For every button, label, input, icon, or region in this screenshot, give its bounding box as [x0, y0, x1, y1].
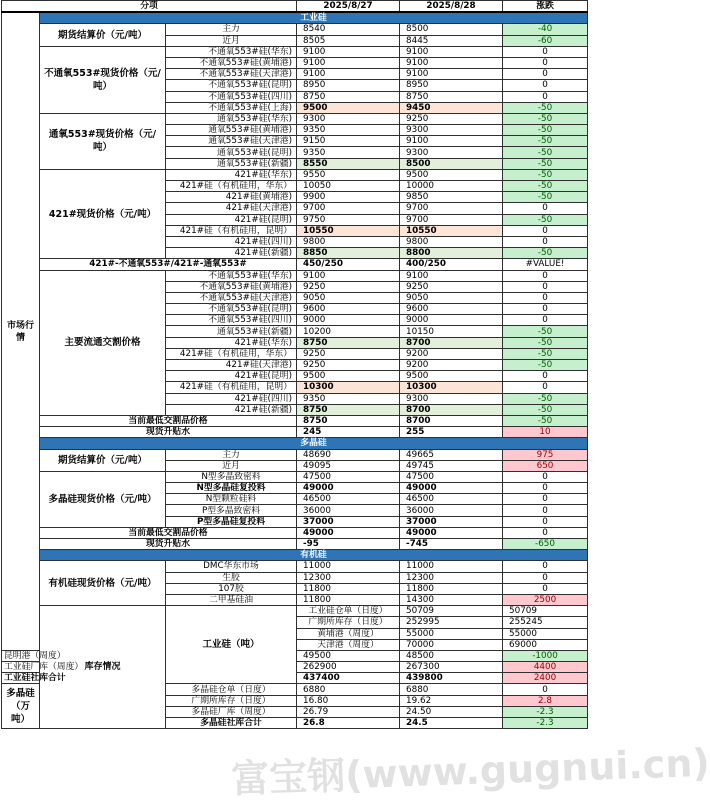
value-change: 2.8 — [503, 695, 588, 706]
value-change: -50 — [503, 214, 588, 225]
item-name: 421#硅(昆明) — [166, 371, 297, 382]
value-d2: 9100 — [400, 69, 503, 80]
value-change: #VALUE! — [503, 259, 588, 270]
cheapest-label: 当前最低交割品价格 — [40, 527, 297, 538]
value-d1: 8550 — [297, 158, 400, 169]
value-change: -50 — [503, 393, 588, 404]
item-name: 不通氧553#硅(天津港) — [166, 292, 297, 303]
value-d2: 8750 — [400, 91, 503, 102]
value-change: 0 — [503, 684, 588, 695]
value-d1: 9800 — [297, 236, 400, 247]
value-change: -50 — [503, 102, 588, 113]
item-name: 421#硅（有机硅用，昆明） — [166, 382, 297, 393]
value-d2: 50709 — [503, 606, 588, 617]
item-name: 近月 — [166, 460, 297, 471]
value-d2: 9700 — [400, 214, 503, 225]
group-poly-spot: 多晶硅现货价格（元/吨） — [40, 471, 166, 527]
value-change: 0 — [503, 270, 588, 281]
item-name: 天津港（周度） — [297, 639, 400, 650]
value-d2: 9600 — [400, 304, 503, 315]
item-name: 昆明港（周度） — [2, 650, 40, 661]
value-d2: 8445 — [400, 35, 503, 46]
item-name: 不通氧553#硅(四川) — [166, 315, 297, 326]
item-name: 不通氧553#硅(昆明) — [166, 80, 297, 91]
value-change: 0 — [503, 80, 588, 91]
item-name: 不通氧553#硅(黄埔港) — [166, 281, 297, 292]
value-d1: 9250 — [297, 348, 400, 359]
item-name: 工业硅厂库（周度） — [2, 662, 40, 673]
value-change: 0 — [503, 561, 588, 572]
value-d1: 9100 — [297, 46, 400, 57]
value-d1: 8750 — [297, 415, 400, 426]
value-d2: 9250 — [400, 113, 503, 124]
value-d2: 49000 — [400, 483, 503, 494]
value-d1: 6880 — [297, 684, 400, 695]
value-d2: 9250 — [400, 281, 503, 292]
item-name: 多晶硅厂库（周度） — [166, 706, 297, 717]
item-name: P型多晶硅复投料 — [166, 516, 297, 527]
group-inventory-poly: 多晶硅（万吨） — [2, 684, 40, 729]
item-name: 通氧553#硅(昆明) — [166, 147, 297, 158]
value-d2: 9200 — [400, 348, 503, 359]
value-d2: 8500 — [400, 24, 503, 35]
value-d1: 26.79 — [297, 706, 400, 717]
value-change: -50 — [503, 147, 588, 158]
value-change: -50 — [503, 181, 588, 192]
value-d1: 16.80 — [297, 695, 400, 706]
item-name: 多晶硅社库合计 — [166, 718, 297, 729]
value-change: 0 — [503, 281, 588, 292]
value-change: 650 — [503, 460, 588, 471]
value-d1: 9500 — [297, 371, 400, 382]
spread-label: 421#-不通氧553#/421#-通氧553# — [40, 259, 297, 270]
value-d1: 49000 — [297, 483, 400, 494]
value-d1: 48690 — [297, 449, 400, 460]
watermark: 富宝钢(www.gugnui.cn) — [230, 740, 710, 802]
item-name: 主力 — [166, 449, 297, 460]
item-name: 107胶 — [166, 583, 297, 594]
item-name: P型多晶致密料 — [166, 505, 297, 516]
value-d2: 55000 — [503, 628, 588, 639]
item-name: 不通氧553#硅(四川) — [166, 91, 297, 102]
section-poly: 多晶硅 — [40, 438, 588, 449]
value-d1: 10200 — [297, 326, 400, 337]
item-name: DMC华东市场 — [166, 561, 297, 572]
value-change: 0 — [503, 69, 588, 80]
value-d2: 69000 — [503, 639, 588, 650]
value-d1: 9350 — [297, 125, 400, 136]
summary-row — [2, 539, 588, 550]
value-d1: 8850 — [297, 248, 400, 259]
value-change: 2400 — [503, 673, 588, 684]
value-d2: 9100 — [400, 270, 503, 281]
item-name: 广期所库存（日度） — [166, 695, 297, 706]
value-d1: 47500 — [297, 471, 400, 482]
price-report-page — [1, 0, 710, 802]
value-change: 0 — [503, 527, 588, 538]
table-row — [2, 471, 588, 482]
item-name: N型多晶致密料 — [166, 471, 297, 482]
value-d1: 26.8 — [297, 718, 400, 729]
value-d1: 8505 — [297, 35, 400, 46]
value-d2: 9200 — [400, 360, 503, 371]
value-change: 0 — [503, 57, 588, 68]
group-inventory-industrial: 工业硅（吨） — [166, 606, 297, 684]
value-d2: 49665 — [400, 449, 503, 460]
value-change: 0 — [503, 382, 588, 393]
value-d2: 9000 — [400, 315, 503, 326]
item-name: 不通氧553#硅(华东) — [166, 46, 297, 57]
item-name: 不通氧553#硅(天津港) — [166, 69, 297, 80]
value-d1: 9100 — [297, 270, 400, 281]
summary-row — [2, 527, 588, 538]
item-name: 生胶 — [166, 572, 297, 583]
value-d2: 48500 — [400, 650, 503, 661]
table-row — [2, 113, 588, 124]
header-date-1: 2025/8/27 — [297, 1, 400, 13]
value-d2: 10000 — [400, 181, 503, 192]
value-d2: 9500 — [400, 169, 503, 180]
value-change: 975 — [503, 449, 588, 460]
summary-row — [2, 415, 588, 426]
group-industrial-futures: 期货结算价（元/吨） — [40, 24, 166, 46]
value-d2: 267300 — [400, 662, 503, 673]
value-d1: 10300 — [297, 382, 400, 393]
value-d2: 49745 — [400, 460, 503, 471]
value-d1: 10050 — [297, 181, 400, 192]
table-row — [2, 606, 588, 617]
value-d1: 37000 — [297, 516, 400, 527]
value-d2: 24.5 — [400, 718, 503, 729]
group-oxygen-553: 通氧553#现货价格（元/吨） — [40, 113, 166, 169]
value-d1: 9700 — [297, 203, 400, 214]
item-name: 421#硅(新疆) — [166, 404, 297, 415]
table-row — [2, 24, 588, 35]
value-change: 0 — [503, 46, 588, 57]
section-organic-row — [2, 550, 588, 561]
value-d2: 9450 — [400, 102, 503, 113]
section-industrial: 工业硅 — [40, 12, 588, 24]
value-change: 0 — [503, 225, 588, 236]
value-d2: 8700 — [400, 415, 503, 426]
value-d2: 36000 — [400, 505, 503, 516]
value-d2: 9100 — [400, 46, 503, 57]
value-change: 0 — [503, 572, 588, 583]
header-row — [2, 1, 588, 13]
value-d1: 11000 — [297, 561, 400, 572]
value-d1: 11800 — [297, 583, 400, 594]
value-d1: 49095 — [297, 460, 400, 471]
value-change: 0 — [503, 371, 588, 382]
value-d2: 8500 — [400, 158, 503, 169]
value-change: -50 — [503, 136, 588, 147]
value-d2: 11000 — [400, 561, 503, 572]
header-item: 分项 — [2, 1, 297, 13]
spread-row — [2, 259, 588, 270]
item-name: 421#硅（有机硅用，华东） — [166, 181, 297, 192]
value-change: -50 — [503, 125, 588, 136]
value-d2: 10150 — [400, 326, 503, 337]
item-name: 通氧553#硅(天津港) — [166, 136, 297, 147]
value-change: 2500 — [503, 594, 588, 605]
price-table — [1, 0, 588, 729]
group-poly-futures: 期货结算价（元/吨） — [40, 449, 166, 471]
section-organic: 有机硅 — [40, 550, 588, 561]
table-row — [2, 46, 588, 57]
premium-label: 现货升贴水 — [40, 539, 297, 550]
value-change: 0 — [503, 516, 588, 527]
value-d2: 47500 — [400, 471, 503, 482]
value-d2: 9300 — [400, 393, 503, 404]
item-name: N型多晶硅复投料 — [166, 483, 297, 494]
value-d1: 36000 — [297, 505, 400, 516]
value-d2: 9850 — [400, 192, 503, 203]
value-d1: 10550 — [297, 225, 400, 236]
value-change: -2.3 — [503, 706, 588, 717]
value-d1: 49000 — [297, 527, 400, 538]
item-name: 工业硅社库合计 — [2, 673, 40, 684]
value-change: 0 — [503, 471, 588, 482]
value-d2: 255245 — [503, 617, 588, 628]
value-d1: -95 — [297, 539, 400, 550]
value-change: -50 — [503, 404, 588, 415]
value-change: -40 — [503, 24, 588, 35]
summary-row — [2, 427, 588, 438]
value-d2: 37000 — [400, 516, 503, 527]
value-d1: 9050 — [297, 292, 400, 303]
value-d1: 70000 — [400, 639, 503, 650]
value-change: 4400 — [503, 662, 588, 673]
side-label-inventory: 库存情况 — [40, 606, 166, 729]
item-name: 黄埔港（周度） — [297, 628, 400, 639]
value-d2: 49000 — [400, 527, 503, 538]
section-industrial-row — [2, 12, 588, 24]
table-row — [2, 169, 588, 180]
value-d2: 10300 — [400, 382, 503, 393]
item-name: 主力 — [166, 24, 297, 35]
value-d1: 9600 — [297, 304, 400, 315]
item-name: 421#硅（有机硅用，昆明） — [166, 225, 297, 236]
item-name: 不通氧553#硅(黄埔港) — [166, 57, 297, 68]
item-name: 近月 — [166, 35, 297, 46]
value-d2: 439800 — [400, 673, 503, 684]
value-d1: 46500 — [297, 494, 400, 505]
value-d1: 437400 — [297, 673, 400, 684]
table-row — [2, 270, 588, 281]
value-change: 0 — [503, 236, 588, 247]
header-date-2: 2025/8/28 — [400, 1, 503, 13]
value-d2: 8800 — [400, 248, 503, 259]
item-name: 不通氧553#硅(华东) — [166, 270, 297, 281]
item-name: 不通氧553#硅(昆明) — [166, 304, 297, 315]
value-change: 0 — [503, 483, 588, 494]
table-row — [2, 561, 588, 572]
group-421: 421#现货价格（元/吨） — [40, 169, 166, 259]
value-d2: 14300 — [400, 594, 503, 605]
item-name: 421#硅(新疆) — [166, 248, 297, 259]
value-d1: 262900 — [297, 662, 400, 673]
value-change: -50 — [503, 326, 588, 337]
value-d2: 9300 — [400, 147, 503, 158]
value-d2: 255 — [400, 427, 503, 438]
value-d2: 8700 — [400, 337, 503, 348]
value-d2: 8700 — [400, 404, 503, 415]
value-d1: 8540 — [297, 24, 400, 35]
value-d1: 245 — [297, 427, 400, 438]
value-change: -50 — [503, 158, 588, 169]
value-change: 0 — [503, 203, 588, 214]
value-d2: 11800 — [400, 583, 503, 594]
value-d1: 55000 — [400, 628, 503, 639]
value-d1: 9100 — [297, 57, 400, 68]
item-name: 二甲基硅油 — [166, 594, 297, 605]
section-poly-row — [2, 438, 588, 449]
item-name: 不通氧553#硅(上海) — [166, 102, 297, 113]
value-change: -50 — [503, 192, 588, 203]
value-d1: 9300 — [297, 113, 400, 124]
value-d1: 9750 — [297, 214, 400, 225]
item-name: 421#硅(天津港) — [166, 203, 297, 214]
value-d2: 9500 — [400, 371, 503, 382]
item-name: 421#硅(黄埔港) — [166, 192, 297, 203]
value-d2: 9300 — [400, 125, 503, 136]
item-name: 通氧553#硅(黄埔港) — [166, 125, 297, 136]
value-change: -50 — [503, 415, 588, 426]
value-change: -650 — [503, 539, 588, 550]
value-d2: 9700 — [400, 203, 503, 214]
value-d2: 24.50 — [400, 706, 503, 717]
table-row — [2, 449, 588, 460]
value-change: 0 — [503, 292, 588, 303]
value-change: -60 — [503, 35, 588, 46]
value-d2: 9800 — [400, 236, 503, 247]
group-delivery: 主要流通交割价格 — [40, 270, 166, 415]
item-name: 421#硅(华东) — [166, 337, 297, 348]
item-name: N型颗粒硅料 — [166, 494, 297, 505]
value-d1: 8750 — [297, 404, 400, 415]
value-d2: 12300 — [400, 572, 503, 583]
premium-label: 现货升贴水 — [40, 427, 297, 438]
value-change: -50 — [503, 348, 588, 359]
value-d2: 19.62 — [400, 695, 503, 706]
item-name: 421#硅(昆明) — [166, 214, 297, 225]
value-change: 0 — [503, 304, 588, 315]
cheapest-label: 当前最低交割品价格 — [40, 415, 297, 426]
side-label-market: 市场行情 — [2, 12, 40, 650]
value-d2: -745 — [400, 539, 503, 550]
value-change: -50 — [503, 337, 588, 348]
item-name: 通氧553#硅(新疆) — [166, 326, 297, 337]
value-d1: 9000 — [297, 315, 400, 326]
header-change: 涨跌 — [503, 1, 588, 13]
value-d2: 46500 — [400, 494, 503, 505]
value-d1: 9550 — [297, 169, 400, 180]
value-d1: 9350 — [297, 147, 400, 158]
value-d1: 11800 — [297, 594, 400, 605]
value-change: 0 — [503, 91, 588, 102]
value-d1: 450/250 — [297, 259, 400, 270]
value-d2: 8950 — [400, 80, 503, 91]
value-d1: 9350 — [297, 393, 400, 404]
value-d2: 400/250 — [400, 259, 503, 270]
value-d1: 9250 — [297, 360, 400, 371]
item-name: 工业硅仓单（日度） — [297, 606, 400, 617]
value-change: -50 — [503, 113, 588, 124]
value-d2: 9100 — [400, 136, 503, 147]
value-d2: 9100 — [400, 57, 503, 68]
value-d1: 50709 — [400, 606, 503, 617]
value-d1: 9500 — [297, 102, 400, 113]
group-non-oxygen-553: 不通氧553#现货价格（元/吨） — [40, 46, 166, 113]
value-d1: 8750 — [297, 337, 400, 348]
value-change: -1000 — [503, 650, 588, 661]
item-name: 通氧553#硅(华东) — [166, 113, 297, 124]
value-change: -2.3 — [503, 718, 588, 729]
item-name: 421#硅(天津港) — [166, 360, 297, 371]
value-d1: 8950 — [297, 80, 400, 91]
item-name: 421#硅(华东) — [166, 169, 297, 180]
item-name: 421#硅(四川) — [166, 236, 297, 247]
value-d1: 8750 — [297, 91, 400, 102]
value-d1: 49500 — [297, 650, 400, 661]
value-change: 0 — [503, 494, 588, 505]
value-change: -50 — [503, 169, 588, 180]
value-d2: 9050 — [400, 292, 503, 303]
value-d1: 252995 — [400, 617, 503, 628]
value-d1: 9100 — [297, 69, 400, 80]
item-name: 421#硅（有机硅用，华东） — [166, 348, 297, 359]
value-d1: 9900 — [297, 192, 400, 203]
value-d1: 12300 — [297, 572, 400, 583]
value-change: 10 — [503, 427, 588, 438]
item-name: 通氧553#硅(新疆) — [166, 158, 297, 169]
value-change: -50 — [503, 248, 588, 259]
group-organic: 有机硅现货价格（元/吨） — [40, 561, 166, 606]
value-change: 0 — [503, 583, 588, 594]
value-d2: 10550 — [400, 225, 503, 236]
value-d2: 6880 — [400, 684, 503, 695]
item-name: 多晶硅仓单（日度） — [166, 684, 297, 695]
item-name: 421#硅(四川) — [166, 393, 297, 404]
value-change: -50 — [503, 360, 588, 371]
value-change: 0 — [503, 505, 588, 516]
value-d1: 9150 — [297, 136, 400, 147]
item-name: 广期所库存（日度） — [297, 617, 400, 628]
value-d1: 9250 — [297, 281, 400, 292]
value-change: 0 — [503, 315, 588, 326]
